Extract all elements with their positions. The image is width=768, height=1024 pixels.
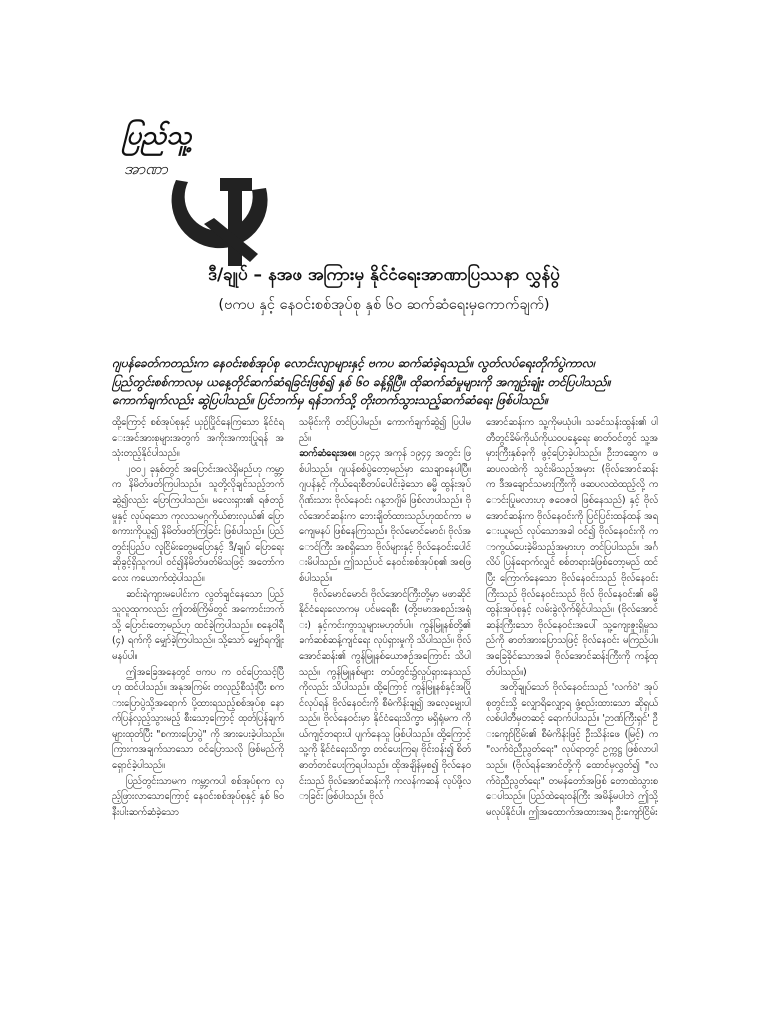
paragraph: သမိုင်းကို တင်ပြပါမည်။ ကောက်ချက်ဆွဲ၍ ပြပါမည်။	[299, 417, 471, 444]
article-subtitle: (ဗကပ နှင့် နေဝင်းစစ်အုပ်စု နှစ် ၆၀ ဆက်ဆံရေးမှကောက်ချက်)	[218, 297, 550, 313]
paragraph: ဗိုလ်မောင်မောင်၊ ဗိုလ်အောင်ကြီးတို့မှာ မဖာဆိုင် နိုင်ငံရေးလောကမှ ပင်မရေစီး (တို့ဗမာအစည်းအရုံး) နှင့်ကင်းကွာသူများမဟုတ်ပါ။ ကွန်မြူနစ်တို့၏ ခက်ဆစ်ဆန့်ကျင်ရေး လုပ်ရှားမှုကို သိပါသည်။ ဗိုလ်အောင်ဆန်း၏ ကွန်မြူနစ်ယောဇဉ်အကြောင်း သိပါသည်။ ကွန်မြူနစ်များ တပ်တွင်း၌လှုပ်ရှားနေသည်ကိုလည်း သိပါသည်။ ထို့ကြောင့် ကွန်မြူနစ်နှင့်အပြိုင်လုပ်ရန် ဗိုလ်နေဝင်းကို စီမံကိန်းချ၍ အလေ့မျှေးပါသည်။ ဗိုလ်နေဝင်းမှာ နိုင်ငံရေးသိက္ခာ မရှိရုံမက ကိုယ်ကျင့်တရားပါ ပျက်နေသူ ဖြစ်ပါသည်။ ထို့ကြောင့်သူ့ကို နိုင်ငံရေးသိက္ခာ တင်ပေးကြရ၊ ဗိုင်းဝန်း၍ စိတ်ဓာတ်တင်ပေးကြရပါသည်။ ထိုအချိန်မှစ၍ ဗိုလ်နေဝင်းသည် ဗိုလ်အောင်ဆန်းကို ကလန်ကဆန် လုပ်ဖို့လာခြင်း ဖြစ်ပါသည်။ ဗိုလ်	[299, 588, 471, 803]
intro-line: ဂျပန်ခေတ်ကတည်းက နေဝင်းစစ်အုပ်စု လောင်းလျာများနှင့် ဗကပ ဆက်ဆံခဲ့ရသည်။ လွတ်လပ်ရေးတိုက်ပွဲကာလ၊	[112, 356, 595, 370]
column-3	[486, 415, 658, 995]
paragraph: ၂၀၀၂ ခုနှစ်တွင် အပြောင်းအလဲရှိမည်ဟု ကမ္ဘာ့က နိမိတ်ဖတ်ကြပါသည်။ သူတို့လိုချင်သည့်ဘက် ဆွဲ၍လည်း ပြောကြပါသည်။ မလေးရှား၏ ရဇ်တဉ်မှုနှင့် လုပ်ရသော ကုလသမဂ္ဂကိုယ်စားလှယ်၏ ပြောစကားကိုယူ၍ နိမိတ်ဖတ်ကြခြင်း ဖြစ်ပါသည်။ ပြည်တွင်းပြည်ပ လူငြိမ်းတွေမပြောနှင့် ဒီ/ချုပ် ပြောရေးဆိုခွင့်ရှိသူကပါ ဝင်၍နိမိတ်ဖတ်မိသဖြင့် အတော်ကလေး ကယောက်ထဲ့ပါသည်။	[112, 463, 284, 584]
paragraph: အောင်ဆန်းက သူ့ကိုမယုံပါ။ သခင်သန်းထွန်း၏ ပါတီတွင်ခိမ်ကိုယ်ကိုယဝပနေ့ရေး ဓာတ်ဝင်တွင် သူ့အမှားကြီးနှစ်ခုကို ဖွင့်ပြောခဲ့ပါသည်။ ဦးဘဆွေက ဖဆပလထဲကို သွင်းမိသည့်အမှား (ဗိုလ်အောင်ဆန်းက ဒီအချောင်သမားကြီးကို ဖဆပလထဲထည့်လို့ ကောင်းပြုမလားဟု ဇဝေဇဝါ ဖြစ်နေသည်) နှင့် ဗိုလ်အောင်ဆန်းက ဗိုလ်နေဝင်းကို ပြင်ပြင်းထန်ထန် အရေးယူမည် လုပ်သောအခါ ဝင်၍ ဗိုလ်နေဝင်းကို ကာကွယ်ပေးခဲ့မိသည့်အမှားဟု တင်ပြပါသည်။ အင်္ဂလိပ် ပြန်ရောက်လျှင် စစ်တရားခံဖြစ်တော့မည် ထင်ပြီး ကြောက်နေသော ဗိုလ်နေဝင်းသည် ဗိုလ်နေဝင်းကြီးသည် ဗိုလ်နေဝင်းသည် ဗိုလ် ဗိုလ်နေဝင်း၏ ဓမ္မိ ထွန်းအုပ်စုနှင့် လမ်းခွဲလိုက်ရိုင်ပါသည်။ (ဗိုလ်အောင်ဆန်းကြီးသော ဗိုလ်နေဝင်းအပေါ် သူ့ကျေးဇူးရှိမှုသည်ကို ဓာတ်အားပြောသဖြင့် ဗိုလ်နေဝင်း မကြည်ပါ။ အခြေခိုင်သောအခါ ဗိုလ်အောင်ဆန်းကြီးကို ကန့်ထုတ်ပါသည်။)	[486, 417, 658, 678]
intro-line: ကောက်ချက်လည်း ဆွဲပြပါသည်။ ပြင်ဘက်မှ ရန်ဘက်သို့ တိုးတက်သွားသည့်ဆက်ဆံရေး ဖြစ်ပါသည်။	[112, 393, 548, 407]
paragraph: ပြည်တွင်းသာမက ကမ္ဘာ့ကပါ စစ်အုပ်စုက လှည့်ဖြားလာသောကြောင့် နေဝင်းစစ်အုပ်စုနှင့် နှစ် ၆၀ နီးပါးဆက်ဆံခဲ့သော	[112, 775, 284, 818]
paragraph	[299, 446, 471, 586]
article-intro	[112, 354, 660, 410]
section-heading: ဆက်ဆံရေးအစ။	[299, 448, 356, 460]
paragraph: ဆင်းရဲကျားမပေါင်းက လွတ်ချင်နေသော ပြည်သူလူထုကလည်း ဤတစ်ကြိမ်တွင် အကောင်းဘက်သို့ ပြောင်းတော့မည်ဟု ထင်ခဲ့ကြပါသည်။ စနေ့ဝါရီ (၄) ရက်ကို မျှော်ခဲ့ကြပါသည်။ သို့သော် မျှော်ရကျိုး မနပ်ပါ။	[112, 588, 284, 662]
logo-title: ပြည်သူ့	[122, 121, 192, 151]
paragraph: ဤအခြေအနေတွင် ဗကပ က ဝင်ပြောသင့်ပြီဟု ထင်ပါသည်။ အနုအကြမ်း တလှည့်စီသုံးပြီး စကားပြောပွဲသို့အရောက် ပို့ထားရသည့်စစ်အုပ်စု နောက်ပြန်လှည့်သွားမည့် စီးသော့ကြောင့် ထုတ်ပြန်ချက်များထုတ်ပြီး "စကားပြောပွဲ" ကို အားပေးခဲ့ပါသည်။ ကြားကအချက်သာသော ဝင်ပြောသလို ဖြစ်မည်ကို ရှောင်ခဲ့ပါသည်။	[112, 666, 284, 772]
logo-subtitle: အာဏာ	[124, 159, 168, 178]
paragraph-text: ၁၉၄၃ အကုန် ၁၉၄၄ အတွင်း ဖြစ်ပါသည်။ ဂျပန်စစ်ပွဲတော့မည်မှာ သေချာနေပါပြီ။ ဂျပန်နှင့် ကိုယ်ရေးစီတပ်ပေါင်းခဲ့သော ဓမ္မိ ထွန်းအုပ်ဂိုဏ်းသား ဗိုလ်နေဝင်း ဂန့ဘဂျိမ် ဖြစ်လာပါသည်။ ဗိုလ်အောင်ဆန်းက ဘေးချိတ်ထားသည်ဟုထင်ကာ မကျေမနပ် ဖြစ်နေကြသည်။ ဗိုလ်မောင်မောင်၊ ဗိုလ်အောင်ကြီး အစရှိသော ဗိုလ်များနှင့် ဗိုလ်နေဝင်းပေါင်းမိပါသည်။ ဤသည်ပင် နေဝင်းစစ်အုပ်စု၏ အစဖြစ်ပါသည်။	[299, 448, 471, 584]
article-title: ဒီ/ချုပ် – နအဖ အကြားမှ နိုင်ငံရေးအာဏာပြဿနာ လွှန်ပွဲ	[208, 265, 560, 285]
paragraph: အတိုချုပ်သော် ဗိုလ်နေဝင်းသည် 'လက်ဝဲ' အုပ်စုတွင်းသို့ လျှောရိလျှော့ရ ဖွံ့စည်းထားသော ဆိုရှယ်လစ်ပါတီမှတဆင့် ရောက်ပါသည်။ 'ဉာဏ်ကြီးရှင်' ဦးကျော်ငြိမ်း၏ စီမံကိန်းဖြင့် ဦးသိန်းဖေ (မြင့်) က "လက်ဝဲညီညွတ်ရေး" လုပ်ရာတွင် ဥက္ကဋ္ဌ ဖြစ်လာပါသည်။ (ဗိုလ်ရန်အောင်တို့ကို ထောင်မှလွှတ်၍ "လက်ဝဲညီညွတ်ရေး" တမန်တော်အဖြစ် တောထဲသွားစေပါသည်။ ပြည်ထဲရေးဝန်ကြီး အမိန့်မပါဘဲ ဤသို့ မလုပ်နိုင်ပါ။ ဤအထောက်အထားအရ ဦးကျော်ငြိမ်း	[486, 682, 658, 818]
intro-line: ပြည်တွင်းစစ်ကာလမှ ယနေ့တိုင်ဆက်ဆံရခြင်းဖြစ်၍ နှစ် ၆၀ ခန့်ရှိပြီ။ ထိုဆက်ဆံမှုများကို အကျဉ်းချုံး တင်ပြပါသည်။	[112, 374, 611, 389]
column-2	[299, 415, 471, 995]
article-body	[112, 415, 659, 995]
column-1	[112, 415, 284, 995]
paragraph: ထို့ကြောင့် စစ်အုပ်စုနှင့် ယှဉ်ပြိုင်နေကြသော နိုင်ငံရေးအင်အားစုများအတွက် အကိုးအကားပြုရန် အသုံးတည့်နိုင်ပါသည်။	[112, 417, 284, 460]
publication-logo	[118, 118, 308, 268]
